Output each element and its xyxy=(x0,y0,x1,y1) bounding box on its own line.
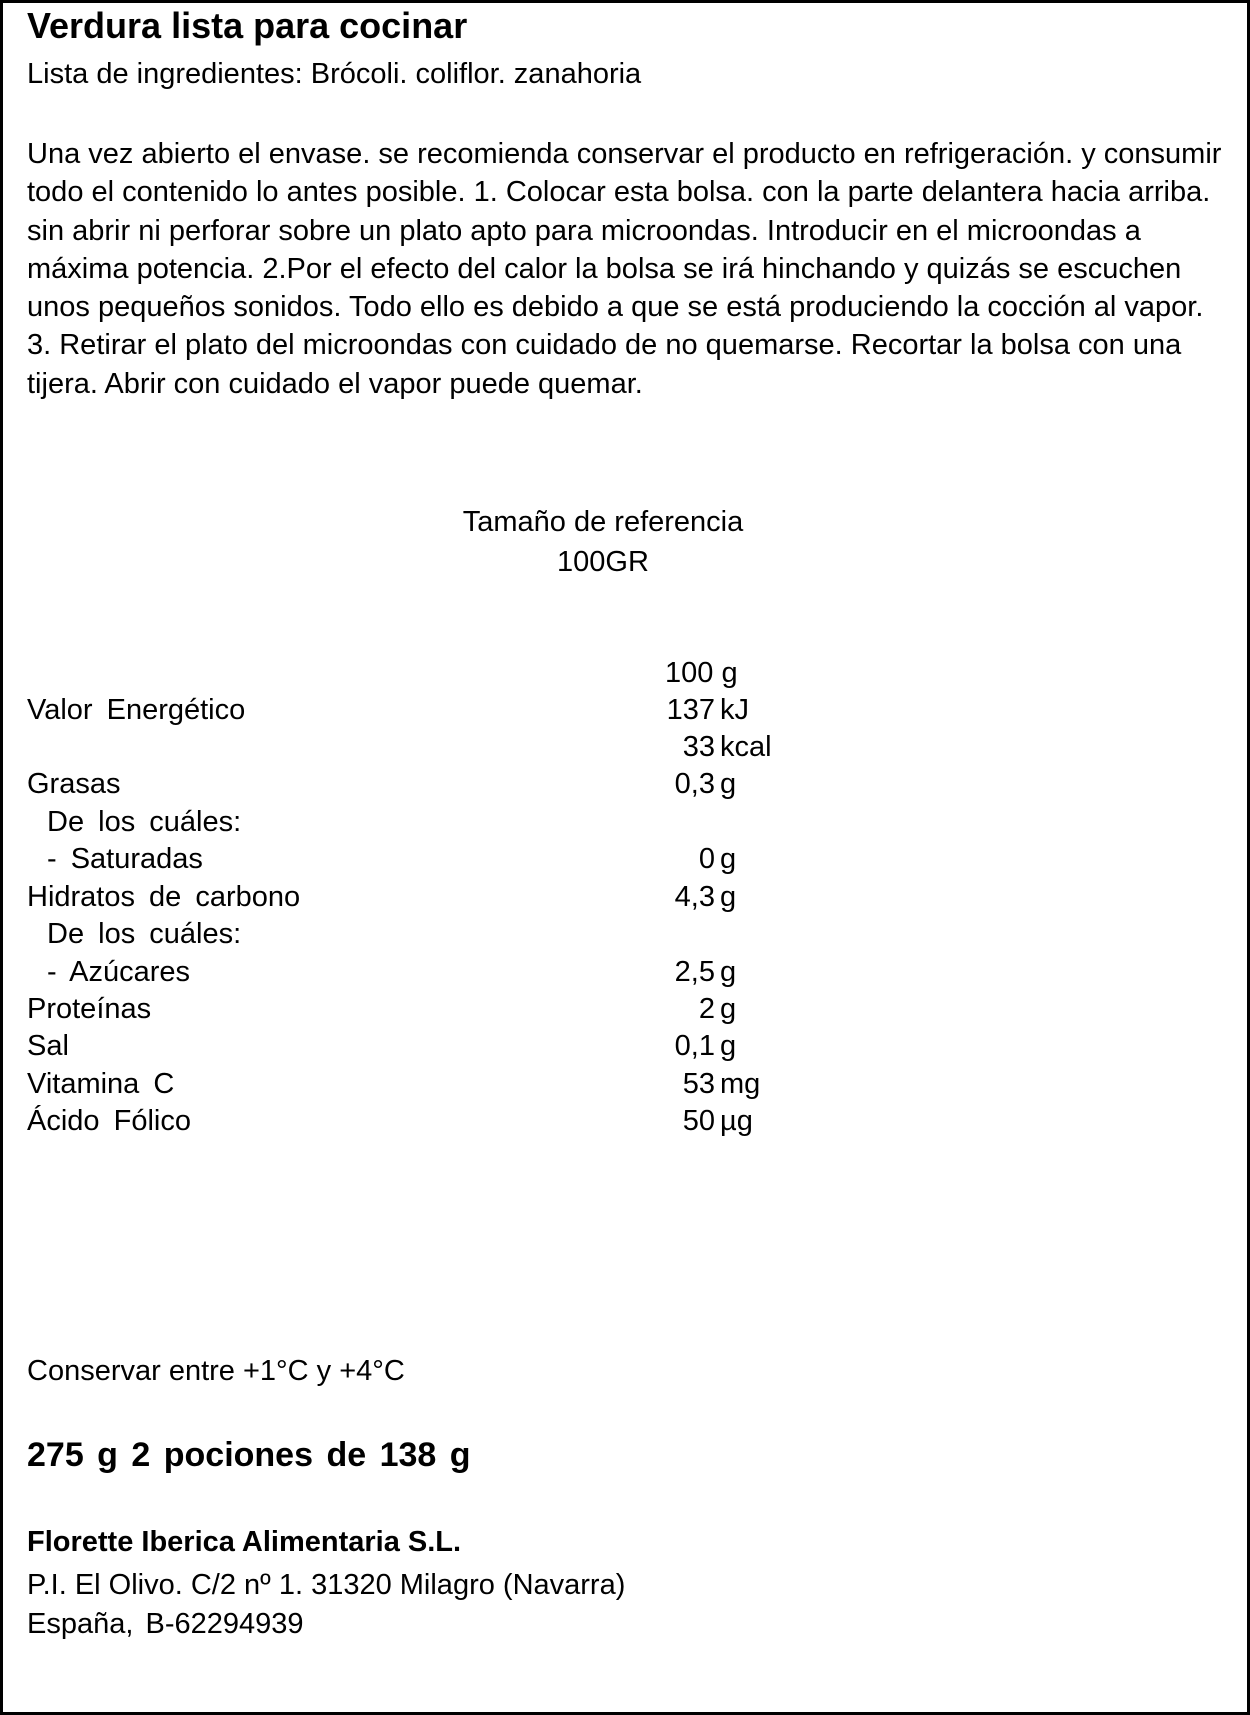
storage-instructions: Conservar entre +1°C y +4°C xyxy=(27,1355,405,1387)
nutrition-label: - Azúcares xyxy=(47,956,190,988)
company-address: P.I. El Olivo. C/2 nº 1. 31320 Milagro (Navarra) xyxy=(27,1569,626,1601)
nutrition-row-salt xyxy=(3,1027,1247,1065)
nutrition-number: 50 xyxy=(682,1105,715,1137)
nutrition-number: 0,1 xyxy=(674,1030,715,1062)
nutrition-unit: mg xyxy=(720,1068,761,1100)
nutrition-column-header: 100 g xyxy=(665,657,738,689)
reference-size-value: 100GR xyxy=(557,546,649,578)
nutrition-label: Hidratos de carbono xyxy=(27,881,301,913)
nutrition-unit: µg xyxy=(720,1105,753,1137)
nutrition-row-carbohydrates xyxy=(3,878,1247,916)
nutrition-unit: g xyxy=(720,843,737,875)
nutrition-number: 53 xyxy=(682,1068,715,1100)
nutrition-number: 137 xyxy=(666,694,715,726)
nutrition-label: Valor Energético xyxy=(27,694,246,726)
ingredients-list: Lista de ingredientes: Brócoli. coliflor. zanahoria xyxy=(27,58,642,90)
nutrition-label: - Saturadas xyxy=(47,843,203,875)
nutrition-row-saturated xyxy=(3,840,1247,878)
nutrition-unit: kcal xyxy=(720,731,772,763)
nutrition-number: 0,3 xyxy=(674,768,715,800)
nutrition-row-fat xyxy=(3,765,1247,803)
nutrition-row-protein xyxy=(3,990,1247,1028)
nutrition-label: Grasas xyxy=(27,768,121,800)
nutrition-label: De los cuáles: xyxy=(47,918,242,950)
nutrition-label: Vitamina C xyxy=(27,1068,175,1100)
nutrition-row-sugars xyxy=(3,953,1247,991)
company-name: Florette Iberica Alimentaria S.L. xyxy=(27,1526,462,1558)
nutrition-label: Proteínas xyxy=(27,993,152,1025)
nutrition-row-energy-kcal xyxy=(3,728,1247,766)
nutrition-unit: g xyxy=(720,768,737,800)
nutrition-row-fat-subheader xyxy=(3,803,1247,841)
nutrition-row-energy-kj xyxy=(3,691,1247,729)
nutrition-unit: kJ xyxy=(720,694,749,726)
nutrition-number: 33 xyxy=(682,731,715,763)
nutrition-unit: g xyxy=(720,956,737,988)
nutrition-row-carb-subheader xyxy=(3,915,1247,953)
nutrition-label: Ácido Fólico xyxy=(27,1105,191,1137)
nutrition-number: 4,3 xyxy=(674,881,715,913)
preparation-instructions: Una vez abierto el envase. se recomienda conservar el producto en refrigeración. y consumir todo el contenido lo antes posible. 1. Colocar esta bolsa. con la parte delantera hacia arriba. sin abrir ni perforar sobre un plato apto para microondas. Introducir en el microondas a máxima potencia. 2.Por el efecto del calor la bolsa se irá hinchando y quizás se escuchen unos pequeños sonidos. Todo ello es debido a que se está produciendo la cocción al vapor. 3. Retirar el plato del microondas con cuidado de no quemarse. Recortar la bolsa con una tijera. Abrir con cuidado el vapor puede quemar. xyxy=(27,138,1222,400)
company-country-id: España, B-62294939 xyxy=(27,1608,304,1640)
nutrition-unit: g xyxy=(720,1030,737,1062)
nutrition-number: 0 xyxy=(698,843,715,875)
nutrition-unit: g xyxy=(720,993,737,1025)
nutrition-unit: g xyxy=(720,881,737,913)
nutrition-number: 2,5 xyxy=(674,956,715,988)
reference-size-label: Tamaño de referencia xyxy=(462,506,744,538)
nutrition-row-folic-acid xyxy=(3,1102,1247,1140)
nutrition-label: De los cuáles: xyxy=(47,806,242,838)
nutrition-row-vitamin-c xyxy=(3,1065,1247,1103)
nutrition-number: 2 xyxy=(698,993,715,1025)
nutrition-label: Sal xyxy=(27,1030,69,1062)
net-content: 275 g 2 pociones de 138 g xyxy=(27,1436,471,1474)
product-title: Verdura lista para cocinar xyxy=(27,5,468,46)
